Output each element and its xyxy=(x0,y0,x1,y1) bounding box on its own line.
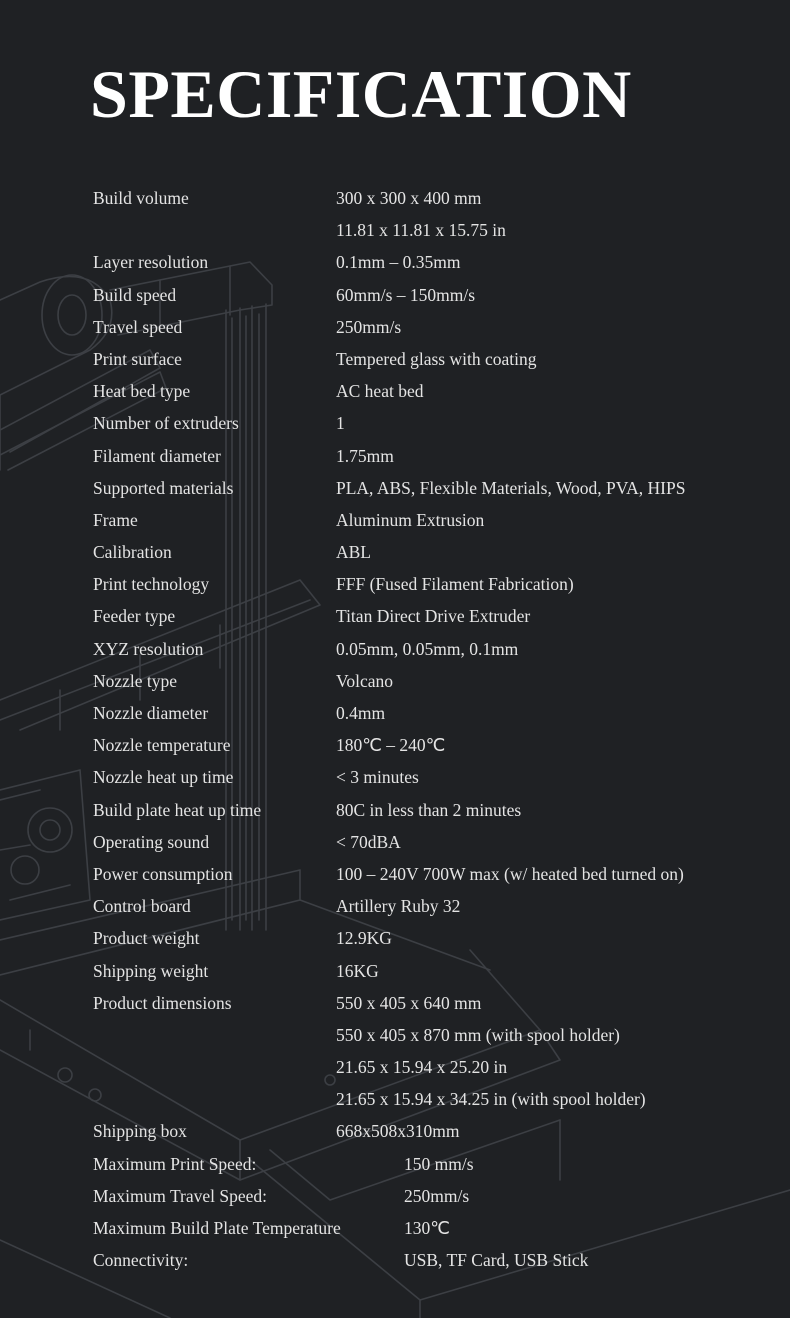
spec-row xyxy=(93,859,753,891)
spec-label: Nozzle temperature xyxy=(93,735,231,756)
spec-value: FFF (Fused Filament Fabrication) xyxy=(336,574,574,595)
spec-label: Connectivity: xyxy=(93,1250,189,1271)
spec-value: 550 x 405 x 870 mm (with spool holder) xyxy=(336,1024,620,1045)
spec-value: 250mm/s xyxy=(404,1185,470,1206)
spec-value: PLA, ABS, Flexible Materials, Wood, PVA, HIPS xyxy=(336,477,686,498)
spec-value: 550 x 405 x 640 mm xyxy=(336,992,482,1013)
spec-row xyxy=(93,1052,753,1084)
spec-label: Build volume xyxy=(93,188,189,208)
spec-label: Nozzle diameter xyxy=(93,703,209,723)
spec-label: Control board xyxy=(93,896,191,917)
spec-label: Layer resolution xyxy=(93,252,209,273)
extra-spec-row xyxy=(93,1245,753,1277)
spec-value: Volcano xyxy=(336,670,394,691)
spec-row xyxy=(93,183,753,215)
spec-label: Print technology xyxy=(93,574,210,595)
spec-label: Calibration xyxy=(93,542,172,563)
spec-row xyxy=(93,537,753,569)
spec-row xyxy=(93,634,753,666)
spec-row xyxy=(93,376,753,408)
spec-label: Maximum Build Plate Temperature xyxy=(93,1218,341,1238)
spec-value: 300 x 300 x 400 mm xyxy=(336,188,482,208)
spec-row xyxy=(93,666,753,698)
spec-row xyxy=(93,891,753,923)
spec-row xyxy=(93,473,753,505)
spec-row xyxy=(93,247,753,279)
spec-label: Operating sound xyxy=(93,831,210,852)
spec-value: USB, TF Card, USB Stick xyxy=(404,1250,589,1271)
spec-label: Travel speed xyxy=(93,316,183,337)
spec-value: 80C in less than 2 minutes xyxy=(336,799,522,820)
spec-value: 21.65 x 15.94 x 34.25 in (with spool holder) xyxy=(336,1089,646,1110)
spec-value: 668x508x310mm xyxy=(336,1121,460,1142)
spec-label: Supported materials xyxy=(93,477,234,498)
spec-label: XYZ resolution xyxy=(93,638,204,659)
spec-value: Tempered glass with coating xyxy=(336,348,537,369)
spec-value: 12.9KG xyxy=(336,928,392,949)
spec-label: Filament diameter xyxy=(93,445,221,466)
spec-value: 0.4mm xyxy=(336,703,386,723)
spec-row xyxy=(93,215,753,247)
spec-value: 150 mm/s xyxy=(404,1153,474,1174)
spec-row xyxy=(93,988,753,1020)
spec-value: ABL xyxy=(336,542,371,563)
spec-value: Artillery Ruby 32 xyxy=(336,896,461,917)
spec-label: Product weight xyxy=(93,928,200,949)
spec-value: < 3 minutes xyxy=(336,767,419,788)
spec-value: 130℃ xyxy=(404,1218,450,1238)
spec-row xyxy=(93,1020,753,1052)
spec-label: Print surface xyxy=(93,348,182,369)
spec-label: Heat bed type xyxy=(93,381,191,402)
spec-label: Maximum Print Speed: xyxy=(93,1153,257,1174)
spec-row xyxy=(93,505,753,537)
spec-value: Aluminum Extrusion xyxy=(336,509,485,530)
spec-value: 60mm/s – 150mm/s xyxy=(336,284,476,305)
spec-label: Power consumption xyxy=(93,863,233,884)
spec-row xyxy=(93,1084,753,1116)
extra-spec-row xyxy=(93,1213,753,1245)
spec-row xyxy=(93,762,753,794)
spec-row xyxy=(93,280,753,312)
spec-value: 180℃ – 240℃ xyxy=(336,735,446,756)
extra-spec-row xyxy=(93,1149,753,1181)
spec-row xyxy=(93,795,753,827)
spec-list xyxy=(93,183,753,1277)
spec-value: AC heat bed xyxy=(336,381,424,402)
spec-label: Feeder type xyxy=(93,606,176,627)
spec-value: Titan Direct Drive Extruder xyxy=(336,606,531,627)
spec-value: 11.81 x 11.81 x 15.75 in xyxy=(336,220,506,241)
spec-label: Nozzle type xyxy=(93,670,178,691)
spec-value: 21.65 x 15.94 x 25.20 in xyxy=(336,1057,508,1078)
page-title: SPECIFICATION xyxy=(90,56,632,132)
spec-label: Nozzle heat up time xyxy=(93,767,234,788)
spec-row xyxy=(93,312,753,344)
spec-value: 0.1mm – 0.35mm xyxy=(336,252,461,273)
spec-row xyxy=(93,1116,753,1148)
spec-label: Shipping box xyxy=(93,1121,187,1142)
spec-row xyxy=(93,441,753,473)
spec-label: Maximum Travel Speed: xyxy=(93,1185,268,1206)
spec-row xyxy=(93,601,753,633)
spec-value: 1.75mm xyxy=(336,445,394,466)
spec-row xyxy=(93,569,753,601)
spec-value: 16KG xyxy=(336,960,379,981)
spec-row xyxy=(93,827,753,859)
spec-label: Product dimensions xyxy=(93,992,232,1013)
spec-label: Build speed xyxy=(93,284,177,305)
spec-row xyxy=(93,956,753,988)
spec-label: Build plate heat up time xyxy=(93,799,262,820)
spec-value: 0.05mm, 0.05mm, 0.1mm xyxy=(336,638,519,659)
spec-label: Shipping weight xyxy=(93,960,209,981)
spec-row xyxy=(93,408,753,440)
spec-row xyxy=(93,344,753,376)
spec-value: < 70dBA xyxy=(336,831,401,852)
extra-spec-row xyxy=(93,1181,753,1213)
spec-label: Number of extruders xyxy=(93,413,239,434)
spec-value: 100 – 240V 700W max (w/ heated bed turned on) xyxy=(336,863,684,884)
spec-row xyxy=(93,730,753,762)
spec-value: 1 xyxy=(336,413,345,434)
spec-row xyxy=(93,923,753,955)
spec-label: Frame xyxy=(93,509,138,530)
spec-row xyxy=(93,698,753,730)
spec-value: 250mm/s xyxy=(336,316,402,337)
